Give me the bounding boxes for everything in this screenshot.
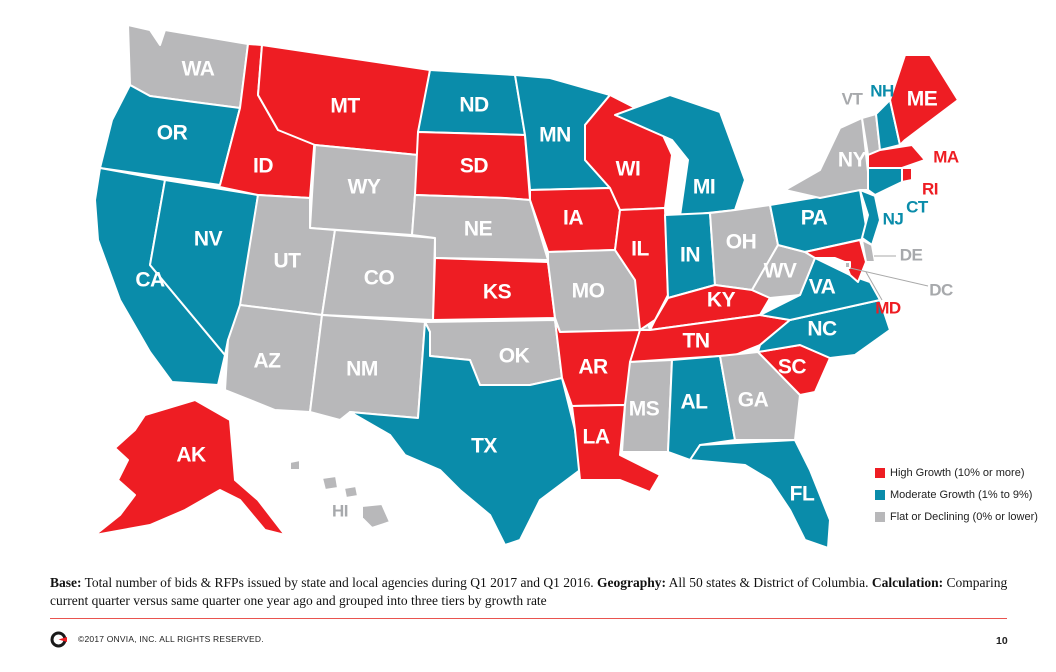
label-IL: IL xyxy=(631,237,649,261)
label-GA: GA xyxy=(737,388,769,412)
label-MA: MA xyxy=(933,147,959,167)
label-TN: TN xyxy=(682,329,710,353)
label-OH: OH xyxy=(725,230,757,254)
label-AL: AL xyxy=(680,390,708,414)
label-PA: PA xyxy=(800,206,828,230)
state-CT xyxy=(868,168,902,195)
label-HI: HI xyxy=(332,501,348,521)
label-AK: AK xyxy=(176,443,206,467)
copyright-text: ©2017 ONVIA, INC. ALL RIGHTS RESERVED. xyxy=(78,634,264,644)
label-KS: KS xyxy=(482,280,512,304)
label-AZ: AZ xyxy=(253,349,281,373)
label-CO: CO xyxy=(363,266,395,290)
legend-label-moderate: Moderate Growth (1% to 9%) xyxy=(890,489,1033,501)
legend-item-moderate xyxy=(875,484,1038,506)
legend-item-high xyxy=(875,462,1038,484)
footnote-calculation-text: Comparing current quarter versus same quarter one year ago and grouped into three tiers by growth rate xyxy=(50,575,1008,608)
label-IN: IN xyxy=(680,243,700,267)
label-VT: VT xyxy=(841,89,863,109)
label-NE: NE xyxy=(463,217,493,241)
label-MD: MD xyxy=(875,298,901,318)
label-AR: AR xyxy=(578,355,608,379)
legend-label-flat: Flat or Declining (0% or lower) xyxy=(890,511,1038,523)
label-CT: CT xyxy=(906,197,928,217)
label-WV: WV xyxy=(763,259,797,283)
legend-item-flat xyxy=(875,506,1038,528)
label-RI: RI xyxy=(922,179,938,199)
label-OK: OK xyxy=(498,344,530,368)
label-NM: NM xyxy=(346,357,378,381)
label-FL: FL xyxy=(789,482,815,506)
label-SC: SC xyxy=(777,355,807,379)
state-DC xyxy=(845,262,850,268)
footnote-calculation-label: Calculation: xyxy=(871,575,944,590)
label-DC: DC xyxy=(929,280,953,300)
footnote-geography-text: All 50 states & District of Columbia. xyxy=(666,575,872,590)
label-ID: ID xyxy=(253,154,273,178)
label-UT: UT xyxy=(273,249,301,273)
legend-swatch-moderate xyxy=(875,490,885,500)
footnote xyxy=(50,574,1010,610)
label-ME: ME xyxy=(906,87,938,111)
page-number: 10 xyxy=(996,635,1008,647)
label-KY: KY xyxy=(706,288,736,312)
label-MS: MS xyxy=(628,397,660,421)
state-RI xyxy=(902,168,912,182)
label-NH: NH xyxy=(870,81,894,101)
onvia-logo-icon xyxy=(50,631,67,648)
legend-label-high: High Growth (10% or more) xyxy=(890,467,1025,479)
label-TX: TX xyxy=(471,434,497,458)
footnote-geography-label: Geography: xyxy=(597,575,666,590)
label-WA: WA xyxy=(181,57,215,81)
footnote-base-label: Base: xyxy=(50,575,82,590)
label-NY: NY xyxy=(837,148,867,172)
label-WI: WI xyxy=(615,157,641,181)
legend-swatch-high xyxy=(875,468,885,478)
label-ND: ND xyxy=(459,93,489,117)
label-OR: OR xyxy=(156,121,188,145)
legend xyxy=(875,462,1038,528)
label-MI: MI xyxy=(692,175,716,199)
label-LA: LA xyxy=(582,425,610,449)
label-IA: IA xyxy=(563,206,583,230)
label-MN: MN xyxy=(539,123,571,147)
legend-swatch-flat xyxy=(875,512,885,522)
label-SD: SD xyxy=(459,154,489,178)
state-AK xyxy=(95,400,285,535)
label-WY: WY xyxy=(347,175,381,199)
footnote-base-text: Total number of bids & RFPs issued by state and local agencies during Q1 2017 and Q1 2016. xyxy=(81,575,597,590)
label-VA: VA xyxy=(808,275,836,299)
label-MT: MT xyxy=(330,94,360,118)
label-DE: DE xyxy=(899,245,923,265)
label-NJ: NJ xyxy=(882,209,904,229)
label-CA: CA xyxy=(135,268,165,292)
footer-divider xyxy=(50,618,1007,619)
label-MO: MO xyxy=(571,279,605,303)
label-NV: NV xyxy=(193,227,223,251)
label-NC: NC xyxy=(807,317,837,341)
